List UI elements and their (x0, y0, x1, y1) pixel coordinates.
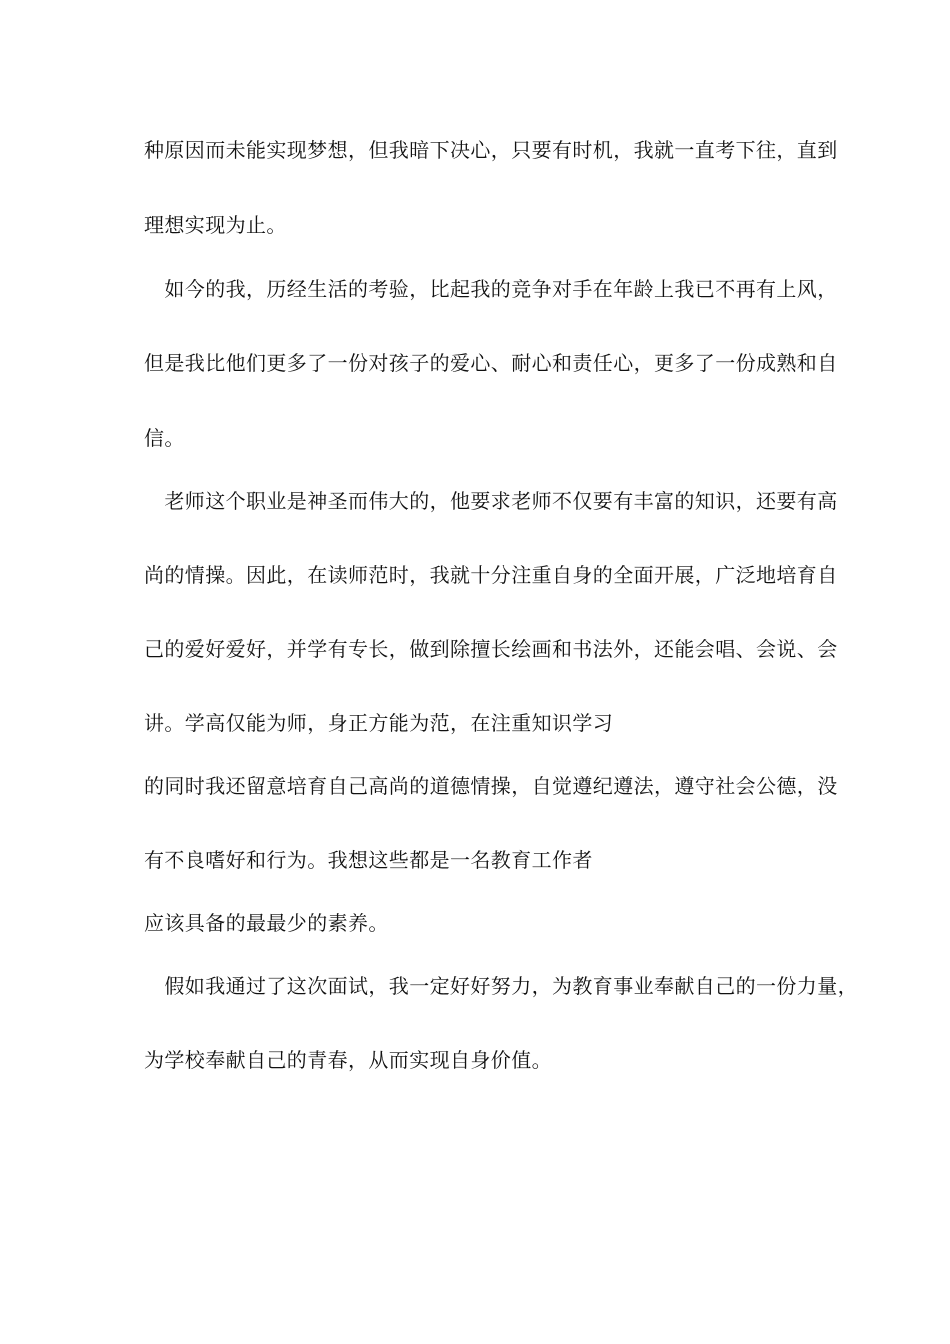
text-line: 理想实现为止。 (144, 213, 287, 237)
text-line: 有不良嗜好和行为。我想这些都是一名教育工作者 (144, 848, 593, 872)
text-line: 老师这个职业是神圣而伟大的，他要求老师不仅要有丰富的知识，还要有高 (144, 489, 838, 513)
text-line: 种原因而未能实现梦想，但我暗下决心，只要有时机，我就一直考下往，直到 (144, 138, 838, 162)
text-line: 但是我比他们更多了一份对孩子的爱心、耐心和责任心，更多了一份成熟和自 (144, 351, 838, 375)
text-line: 信。 (144, 426, 185, 450)
text-line: 讲。学高仅能为师，身正方能为范，在注重知识学习 (144, 711, 614, 735)
text-line: 己的爱好爱好，并学有专长，做到除擅长绘画和书法外，还能会唱、会说、会 (144, 637, 838, 661)
text-line: 如今的我，历经生活的考验，比起我的竞争对手在年龄上我已不再有上风， (144, 277, 838, 301)
text-line: 尚的情操。因此，在读师范时，我就十分注重自身的全面开展，广泛地培育自 (144, 563, 838, 587)
text-line: 假如我通过了这次面试，我一定好好努力，为教育事业奉献自己的一份力量， (144, 974, 858, 998)
text-line: 的同时我还留意培育自己高尚的道德情操，自觉遵纪遵法，遵守社会公德，没 (144, 774, 838, 798)
text-line: 为学校奉献自己的青春，从而实现自身价值。 (144, 1048, 552, 1072)
text-line: 应该具备的最最少的素养。 (144, 911, 389, 935)
